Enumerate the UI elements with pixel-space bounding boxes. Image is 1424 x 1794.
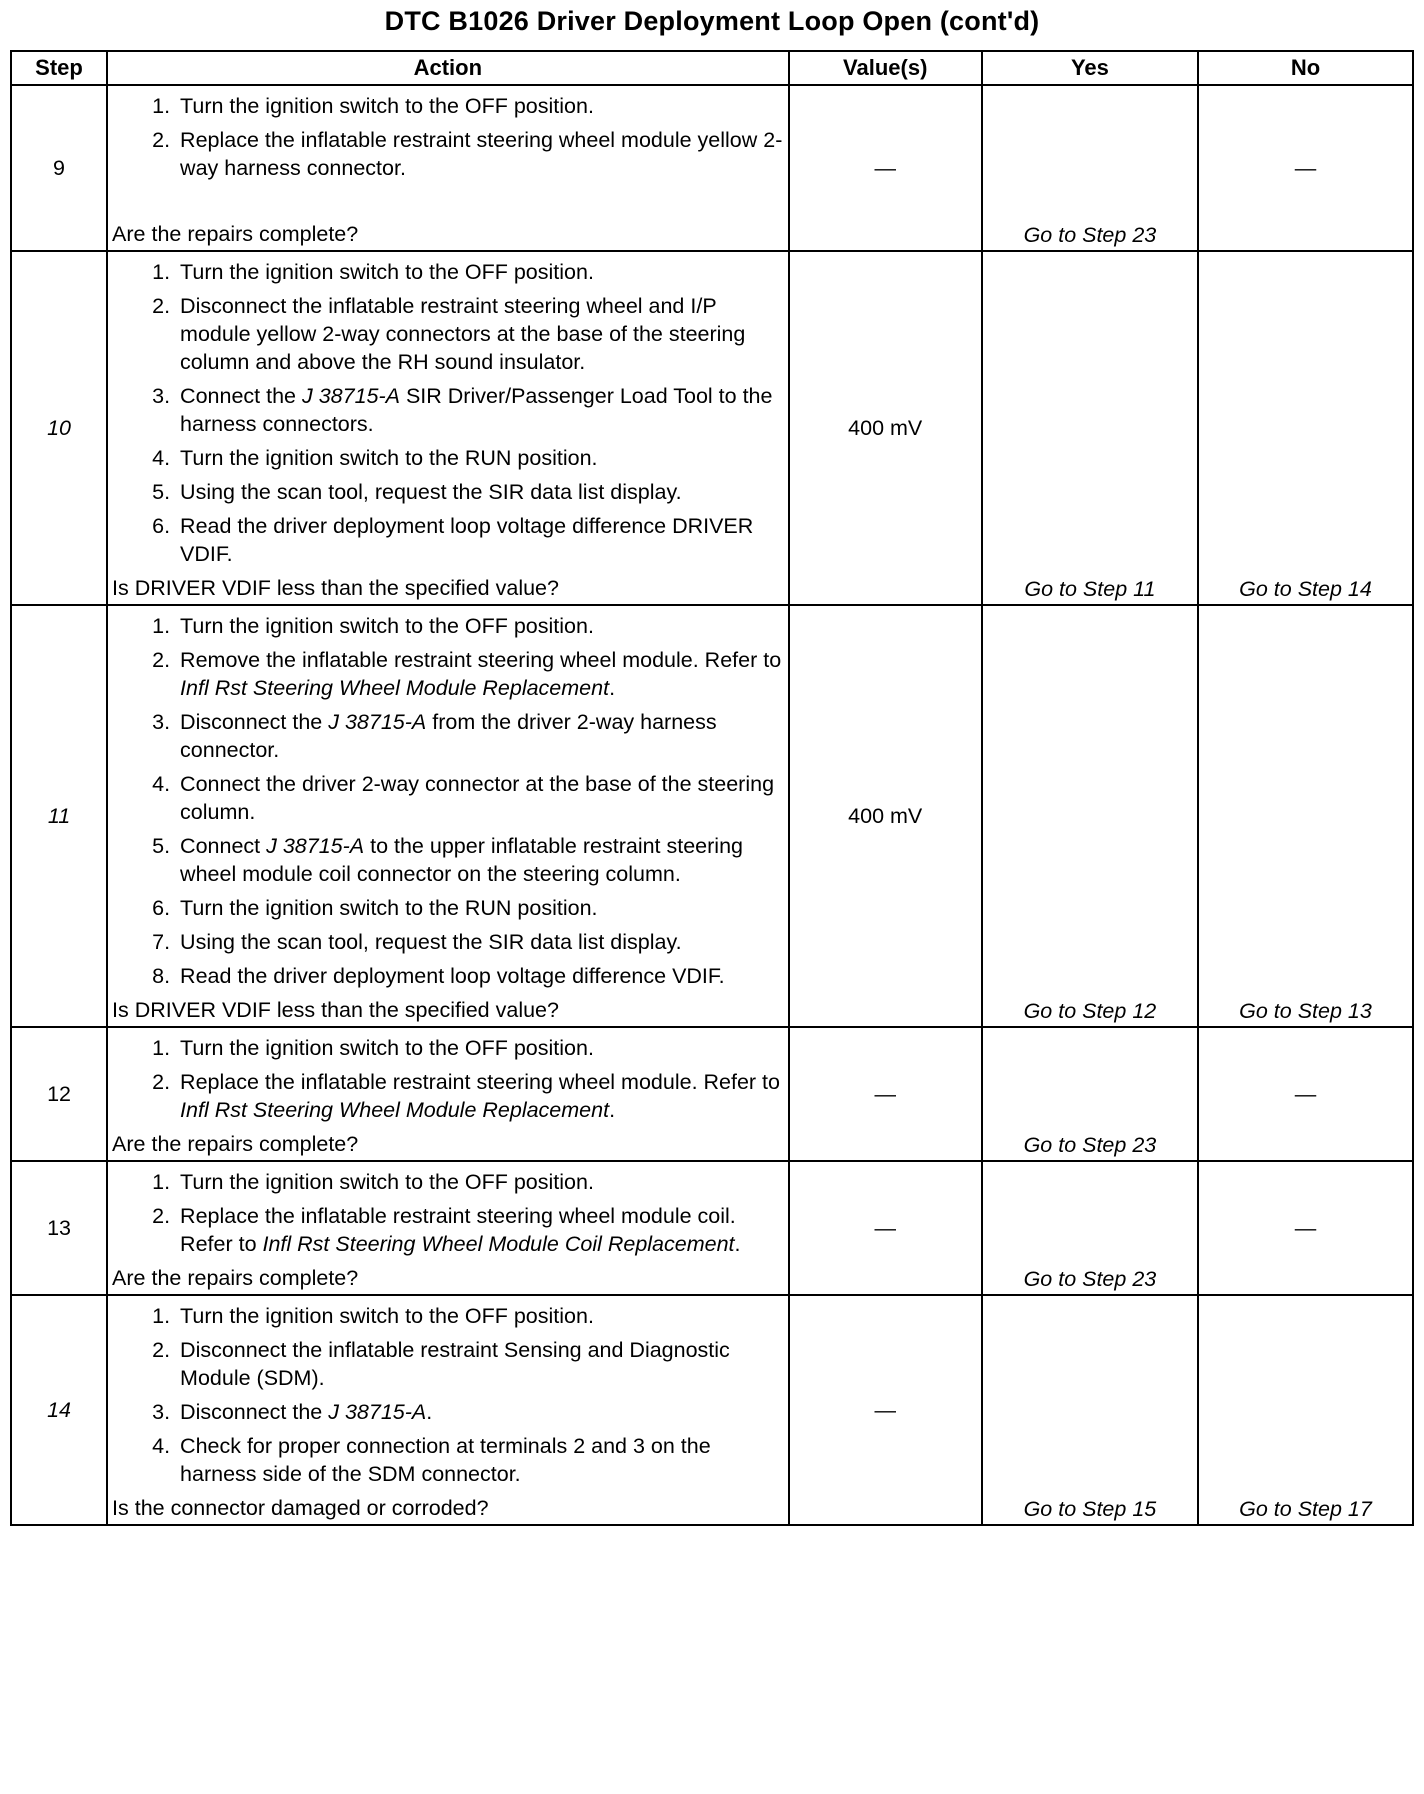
action-question: Is DRIVER VDIF less than the specified value? (112, 576, 559, 600)
action-step-number: 4. (152, 772, 171, 796)
value-cell: 400 mV (789, 251, 982, 605)
no-result: — (1198, 85, 1413, 251)
instruction-text: Using the scan tool, request the SIR data list display. (180, 480, 682, 504)
action-step-number: 4. (152, 446, 171, 470)
action-step-number: 1. (152, 1036, 171, 1060)
header-action: Action (107, 51, 789, 85)
reference-text: J 38715-A (328, 1400, 427, 1424)
instruction-text: Connect (180, 834, 267, 858)
action-step-number: 2. (152, 1070, 171, 1094)
action-step (112, 1398, 786, 1426)
step-number: 10 (11, 251, 107, 605)
action-step-number: 3. (152, 384, 171, 408)
action-step-number: 2. (152, 1204, 171, 1228)
action-step-number: 1. (152, 260, 171, 284)
step-number: 9 (11, 85, 107, 251)
instruction-text: Read the driver deployment loop voltage difference DRIVER VDIF. (180, 514, 754, 566)
action-step (112, 382, 786, 438)
value-cell: 400 mV (789, 605, 982, 1027)
value-cell: — (789, 1161, 982, 1295)
action-step-text (180, 92, 786, 120)
value-cell: — (789, 1295, 982, 1525)
action-step-number: 2. (152, 128, 171, 152)
action-cell (107, 1027, 789, 1161)
reference-text: Infl Rst Steering Wheel Module Replacement (180, 1098, 610, 1122)
action-cell (107, 251, 789, 605)
action-step-text (180, 292, 786, 376)
table-row (11, 1295, 1413, 1525)
instruction-text: Replace the inflatable restraint steering wheel module coil. Refer to (180, 1204, 736, 1256)
action-step-text (180, 1034, 786, 1062)
action-step (112, 1202, 786, 1258)
header-step: Step (11, 51, 107, 85)
action-step-text (180, 1302, 786, 1330)
table-row (11, 85, 1413, 251)
action-step-number: 5. (152, 834, 171, 858)
action-step-number: 1. (152, 1170, 171, 1194)
action-step-number: 5. (152, 480, 171, 504)
table-row (11, 251, 1413, 605)
action-step-text (180, 512, 786, 568)
action-step-number: 1. (152, 1304, 171, 1328)
table-row (11, 1161, 1413, 1295)
instruction-text: Disconnect the (180, 710, 329, 734)
instruction-text: Remove the inflatable restraint steering wheel module. Refer to (180, 648, 782, 672)
header-yes: Yes (982, 51, 1198, 85)
action-step-text (180, 478, 786, 506)
action-cell (107, 85, 789, 251)
action-cell (107, 1295, 789, 1525)
action-step (112, 832, 786, 888)
spacer (112, 188, 786, 216)
action-steps-list (112, 1034, 786, 1124)
action-step-text (180, 928, 786, 956)
action-step-text (180, 382, 786, 438)
action-step (112, 126, 786, 182)
yes-result: Go to Step 11 (982, 251, 1198, 605)
action-step (112, 1168, 786, 1196)
yes-result: Go to Step 15 (982, 1295, 1198, 1525)
instruction-text: Connect the (180, 384, 302, 408)
action-step-number: 1. (152, 94, 171, 118)
action-question: Are the repairs complete? (112, 1266, 359, 1290)
action-step (112, 1068, 786, 1124)
no-result: Go to Step 13 (1198, 605, 1413, 1027)
action-step (112, 646, 786, 702)
action-step-text (180, 1432, 786, 1488)
step-number: 14 (11, 1295, 107, 1525)
action-steps-list (112, 92, 786, 182)
action-step-text (180, 1068, 786, 1124)
action-step (112, 444, 786, 472)
action-step (112, 1336, 786, 1392)
action-step-text (180, 894, 786, 922)
instruction-text: Replace the inflatable restraint steering wheel module yellow 2-way harness connector. (180, 128, 783, 180)
reference-text: J 38715-A (328, 710, 427, 734)
action-step-number: 6. (152, 514, 171, 538)
step-number: 11 (11, 605, 107, 1027)
table-row (11, 605, 1413, 1027)
action-question: Are the repairs complete? (112, 222, 359, 246)
instruction-text: . (734, 1232, 741, 1256)
instruction-text: Using the scan tool, request the SIR data list display. (180, 930, 682, 954)
diagnostic-table (10, 50, 1414, 1526)
action-step-text (180, 1398, 786, 1426)
action-step (112, 1034, 786, 1062)
no-result: Go to Step 14 (1198, 251, 1413, 605)
action-step-text (180, 612, 786, 640)
yes-result: Go to Step 23 (982, 1161, 1198, 1295)
action-step-number: 8. (152, 964, 171, 988)
action-step-text (180, 962, 786, 990)
page-title: DTC B1026 Driver Deployment Loop Open (cont'd) (384, 6, 1040, 36)
instruction-text: Check for proper connection at terminals 2 and 3 on the harness side of the SDM connector. (180, 1434, 711, 1486)
action-step (112, 512, 786, 568)
table-header-row (11, 51, 1413, 85)
action-step-number: 3. (152, 1400, 171, 1424)
instruction-text: . (609, 676, 616, 700)
action-step-text (180, 444, 786, 472)
header-no: No (1198, 51, 1413, 85)
reference-text: J 38715-A (266, 834, 365, 858)
header-values: Value(s) (789, 51, 982, 85)
yes-result: Go to Step 23 (982, 85, 1198, 251)
no-result: — (1198, 1027, 1413, 1161)
instruction-text: Turn the ignition switch to the RUN position. (180, 446, 598, 470)
action-step (112, 258, 786, 286)
value-cell: — (789, 1027, 982, 1161)
instruction-text: Turn the ignition switch to the OFF position. (180, 614, 594, 638)
instruction-text: Disconnect the (180, 1400, 329, 1424)
action-step (112, 478, 786, 506)
step-number: 13 (11, 1161, 107, 1295)
instruction-text: Disconnect the inflatable restraint steering wheel and I/P module yellow 2-way connectors at the base of the steering column and above the RH sound insulator. (180, 294, 746, 374)
action-question: Is DRIVER VDIF less than the specified value? (112, 998, 559, 1022)
action-step-number: 2. (152, 648, 171, 672)
instruction-text: . (609, 1098, 616, 1122)
instruction-text: SIR Driver/Passenger Load Tool to the harness connectors. (180, 384, 773, 436)
action-step (112, 1302, 786, 1330)
action-step (112, 92, 786, 120)
instruction-text: Turn the ignition switch to the OFF position. (180, 260, 594, 284)
action-step (112, 894, 786, 922)
action-step-number: 2. (152, 1338, 171, 1362)
action-question: Is the connector damaged or corroded? (112, 1496, 489, 1520)
table-body (11, 85, 1413, 1525)
no-result: — (1198, 1161, 1413, 1295)
action-steps-list (112, 1168, 786, 1258)
instruction-text: Connect the driver 2-way connector at the base of the steering column. (180, 772, 775, 824)
action-step-number: 4. (152, 1434, 171, 1458)
instruction-text: from the driver 2-way harness connector. (180, 710, 717, 762)
instruction-text: Replace the inflatable restraint steering wheel module. Refer to (180, 1070, 780, 1094)
table-row (11, 1027, 1413, 1161)
no-result: Go to Step 17 (1198, 1295, 1413, 1525)
action-step-number: 2. (152, 294, 171, 318)
yes-result: Go to Step 12 (982, 605, 1198, 1027)
action-step-number: 7. (152, 930, 171, 954)
action-step-text (180, 1202, 786, 1258)
value-cell: — (789, 85, 982, 251)
action-step (112, 612, 786, 640)
action-step (112, 962, 786, 990)
action-step-number: 6. (152, 896, 171, 920)
step-number: 12 (11, 1027, 107, 1161)
action-step-text (180, 126, 786, 182)
action-question: Are the repairs complete? (112, 1132, 359, 1156)
reference-text: J 38715-A (301, 384, 400, 408)
action-steps-list (112, 258, 786, 568)
action-step (112, 928, 786, 956)
action-step (112, 770, 786, 826)
action-step (112, 708, 786, 764)
action-step-text (180, 770, 786, 826)
action-cell (107, 1161, 789, 1295)
reference-text: Infl Rst Steering Wheel Module Coil Replacement (262, 1232, 735, 1256)
action-step-text (180, 258, 786, 286)
instruction-text: Read the driver deployment loop voltage difference VDIF. (180, 964, 725, 988)
action-step-text (180, 1168, 786, 1196)
instruction-text: Turn the ignition switch to the OFF position. (180, 1036, 594, 1060)
action-cell (107, 605, 789, 1027)
instruction-text: Disconnect the inflatable restraint Sensing and Diagnostic Module (SDM). (180, 1338, 730, 1390)
action-step-text (180, 708, 786, 764)
action-step-number: 1. (152, 614, 171, 638)
action-step (112, 1432, 786, 1488)
action-steps-list (112, 1302, 786, 1488)
action-step-text (180, 646, 786, 702)
instruction-text: Turn the ignition switch to the RUN position. (180, 896, 598, 920)
instruction-text: Turn the ignition switch to the OFF position. (180, 94, 594, 118)
instruction-text: Turn the ignition switch to the OFF position. (180, 1304, 594, 1328)
reference-text: Infl Rst Steering Wheel Module Replacement (180, 676, 610, 700)
action-step-text (180, 1336, 786, 1392)
action-steps-list (112, 612, 786, 990)
action-step (112, 292, 786, 376)
action-step-text (180, 832, 786, 888)
instruction-text: to the upper inflatable restraint steering wheel module coil connector on the steering column. (180, 834, 743, 886)
action-step-number: 3. (152, 710, 171, 734)
yes-result: Go to Step 23 (982, 1027, 1198, 1161)
instruction-text: Turn the ignition switch to the OFF position. (180, 1170, 594, 1194)
instruction-text: . (426, 1400, 433, 1424)
